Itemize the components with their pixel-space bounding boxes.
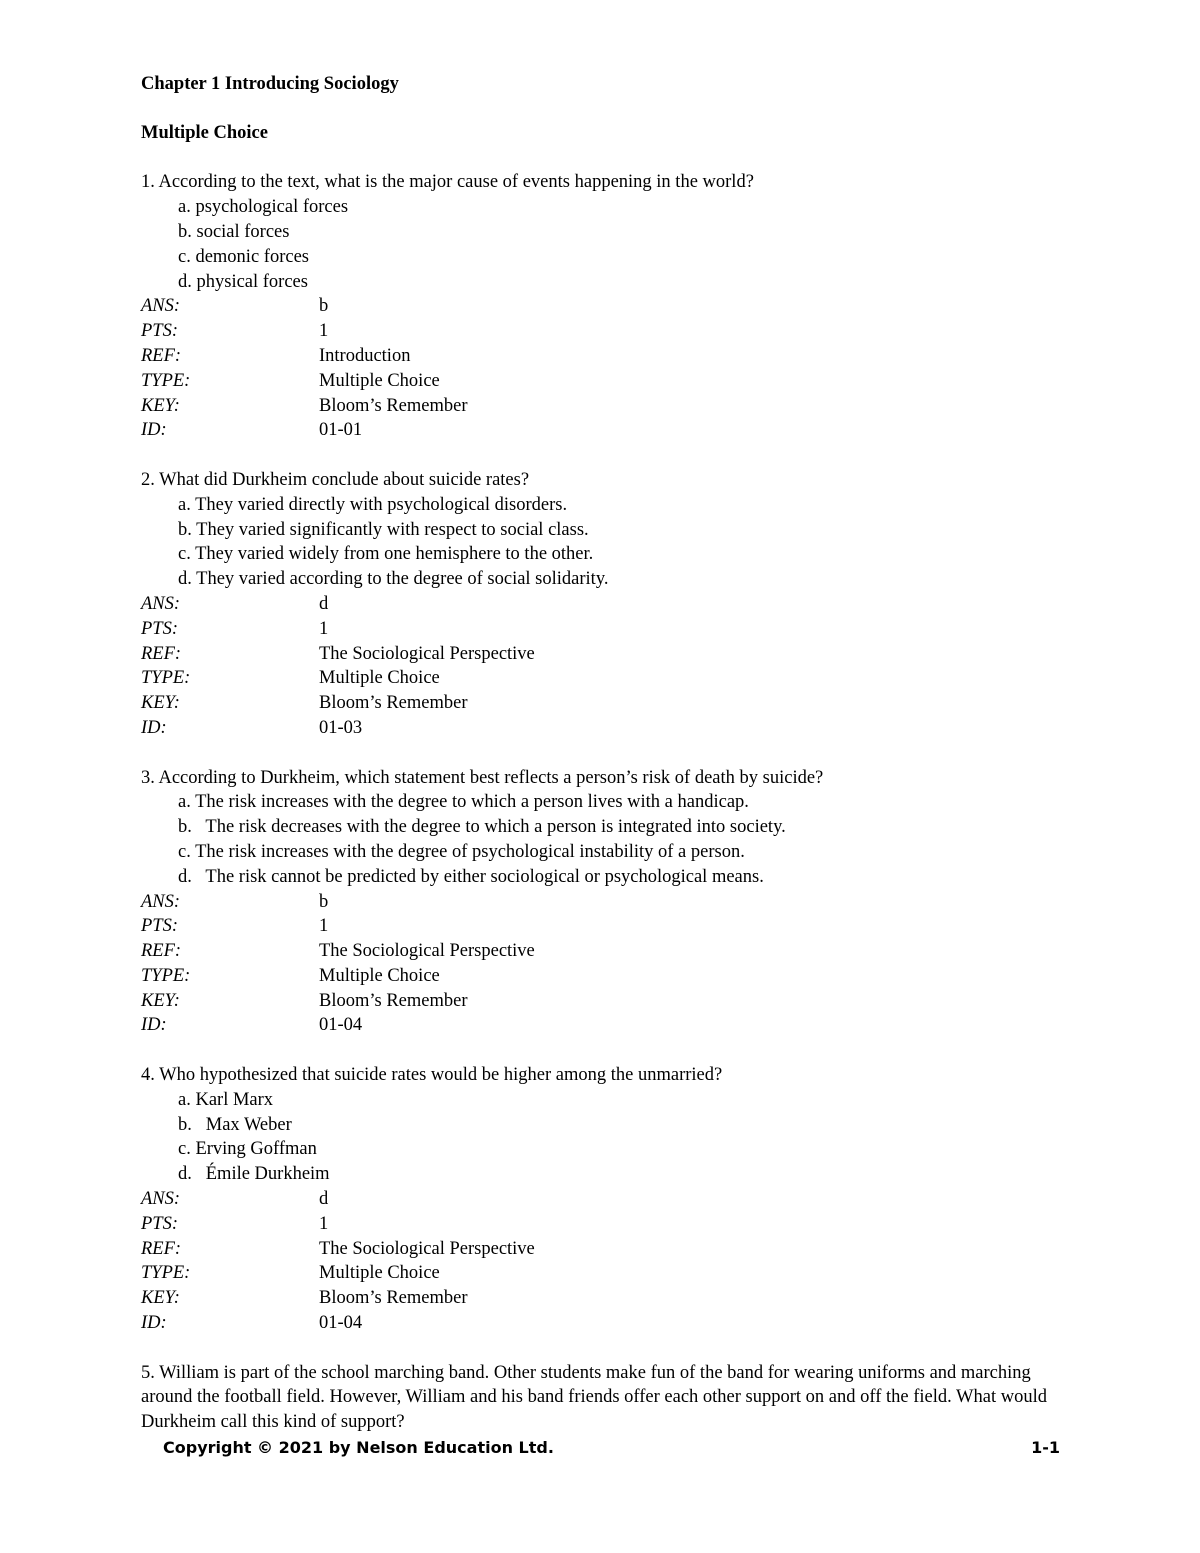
meta-value-pts: 1 xyxy=(319,321,329,342)
meta-label-ans: ANS: xyxy=(141,891,181,912)
meta-value-pts: 1 xyxy=(319,618,329,639)
meta-label-pts: PTS: xyxy=(141,916,178,937)
question-stem: 3. According to Durkheim, which statement best reflects a person’s risk of death by suicide? xyxy=(141,767,824,788)
meta-label-type: TYPE: xyxy=(141,668,191,689)
meta-value-type: Multiple Choice xyxy=(319,668,440,689)
answer-options xyxy=(141,1088,1071,1187)
answer-option: a. The risk increases with the degree to which a person lives with a handicap. xyxy=(178,792,749,813)
document-content xyxy=(141,72,1071,1435)
meta-value-key: Bloom’s Remember xyxy=(319,693,468,714)
answer-metadata xyxy=(141,1187,1071,1336)
answer-option: d. They varied according to the degree of social solidarity. xyxy=(178,569,609,590)
answer-options xyxy=(141,195,1071,294)
meta-label-id: ID: xyxy=(141,717,167,738)
answer-option: b. The risk decreases with the degree to which a person is integrated into society. xyxy=(178,817,786,838)
answer-option: b. social forces xyxy=(178,221,290,242)
meta-label-type: TYPE: xyxy=(141,965,191,986)
answer-option: a. Karl Marx xyxy=(178,1089,274,1110)
answer-option: b. They varied significantly with respect to social class. xyxy=(178,519,589,540)
meta-value-type: Multiple Choice xyxy=(319,1263,440,1284)
meta-value-ans: b xyxy=(319,296,329,317)
question-2 xyxy=(141,468,1071,741)
answer-options xyxy=(141,493,1071,592)
meta-value-type: Multiple Choice xyxy=(319,965,440,986)
meta-value-id: 01-01 xyxy=(319,420,363,441)
answer-option: a. psychological forces xyxy=(178,197,349,218)
meta-label-ref: REF: xyxy=(141,941,182,962)
answer-option: d. Émile Durkheim xyxy=(178,1164,330,1185)
chapter-title: Chapter 1 Introducing Sociology xyxy=(141,74,399,94)
meta-label-id: ID: xyxy=(141,1015,167,1036)
answer-metadata xyxy=(141,890,1071,1039)
meta-value-ref: The Sociological Perspective xyxy=(319,941,535,962)
meta-value-key: Bloom’s Remember xyxy=(319,1288,468,1309)
question-list xyxy=(141,170,1071,1335)
meta-label-id: ID: xyxy=(141,1313,167,1334)
copyright-notice: Copyright © 2021 by Nelson Education Ltd. xyxy=(163,1438,554,1457)
meta-label-pts: PTS: xyxy=(141,618,178,639)
question-1 xyxy=(141,170,1071,443)
meta-value-ans: b xyxy=(319,891,329,912)
meta-label-ref: REF: xyxy=(141,345,182,366)
meta-label-key: KEY: xyxy=(141,693,180,714)
meta-value-ans: d xyxy=(319,593,329,614)
meta-value-id: 01-04 xyxy=(319,1015,363,1036)
meta-label-ans: ANS: xyxy=(141,593,181,614)
answer-option: d. physical forces xyxy=(178,271,308,292)
question-stem: 2. What did Durkheim conclude about suicide rates? xyxy=(141,469,530,490)
meta-value-pts: 1 xyxy=(319,916,329,937)
answer-option: c. demonic forces xyxy=(178,246,309,267)
meta-value-key: Bloom’s Remember xyxy=(319,990,468,1011)
meta-label-type: TYPE: xyxy=(141,1263,191,1284)
meta-value-id: 01-03 xyxy=(319,717,363,738)
question-3 xyxy=(141,766,1071,1039)
page-footer xyxy=(163,1438,1060,1457)
meta-label-id: ID: xyxy=(141,420,167,441)
meta-label-key: KEY: xyxy=(141,395,180,416)
question-stem: 1. According to the text, what is the major cause of events happening in the world? xyxy=(141,172,754,193)
answer-metadata xyxy=(141,592,1071,741)
meta-label-pts: PTS: xyxy=(141,321,178,342)
meta-value-ref: The Sociological Perspective xyxy=(319,643,535,664)
meta-label-ref: REF: xyxy=(141,1238,182,1259)
meta-label-pts: PTS: xyxy=(141,1213,178,1234)
meta-label-ans: ANS: xyxy=(141,1189,181,1210)
answer-option: d. The risk cannot be predicted by either sociological or psychological means. xyxy=(178,866,764,887)
meta-label-key: KEY: xyxy=(141,990,180,1011)
meta-value-ref: Introduction xyxy=(319,345,411,366)
question-stem: 4. Who hypothesized that suicide rates would be higher among the unmarried? xyxy=(141,1065,723,1086)
meta-value-id: 01-04 xyxy=(319,1313,363,1334)
section-heading: Multiple Choice xyxy=(141,122,268,143)
answer-option: c. The risk increases with the degree of psychological instability of a person. xyxy=(178,841,745,862)
answer-option: a. They varied directly with psychological disorders. xyxy=(178,494,568,515)
meta-value-key: Bloom’s Remember xyxy=(319,395,468,416)
question-5-stem: 5. William is part of the school marching band. Other students make fun of the band for wearing uniforms and marching around the football field. However, William and his band friends offer each other support on and off the field. What would Durkheim call this kind of support? xyxy=(141,1362,1047,1433)
page-number: 1-1 xyxy=(1031,1438,1060,1457)
meta-value-type: Multiple Choice xyxy=(319,370,440,391)
meta-label-key: KEY: xyxy=(141,1288,180,1309)
question-4 xyxy=(141,1063,1071,1336)
meta-value-ans: d xyxy=(319,1189,329,1210)
answer-option: c. Erving Goffman xyxy=(178,1139,317,1160)
meta-value-pts: 1 xyxy=(319,1213,329,1234)
answer-option: c. They varied widely from one hemisphere to the other. xyxy=(178,544,594,565)
meta-value-ref: The Sociological Perspective xyxy=(319,1238,535,1259)
answer-metadata xyxy=(141,294,1071,443)
answer-option: b. Max Weber xyxy=(178,1114,292,1135)
meta-label-ans: ANS: xyxy=(141,296,181,317)
answer-options xyxy=(141,790,1071,889)
meta-label-ref: REF: xyxy=(141,643,182,664)
meta-label-type: TYPE: xyxy=(141,370,191,391)
